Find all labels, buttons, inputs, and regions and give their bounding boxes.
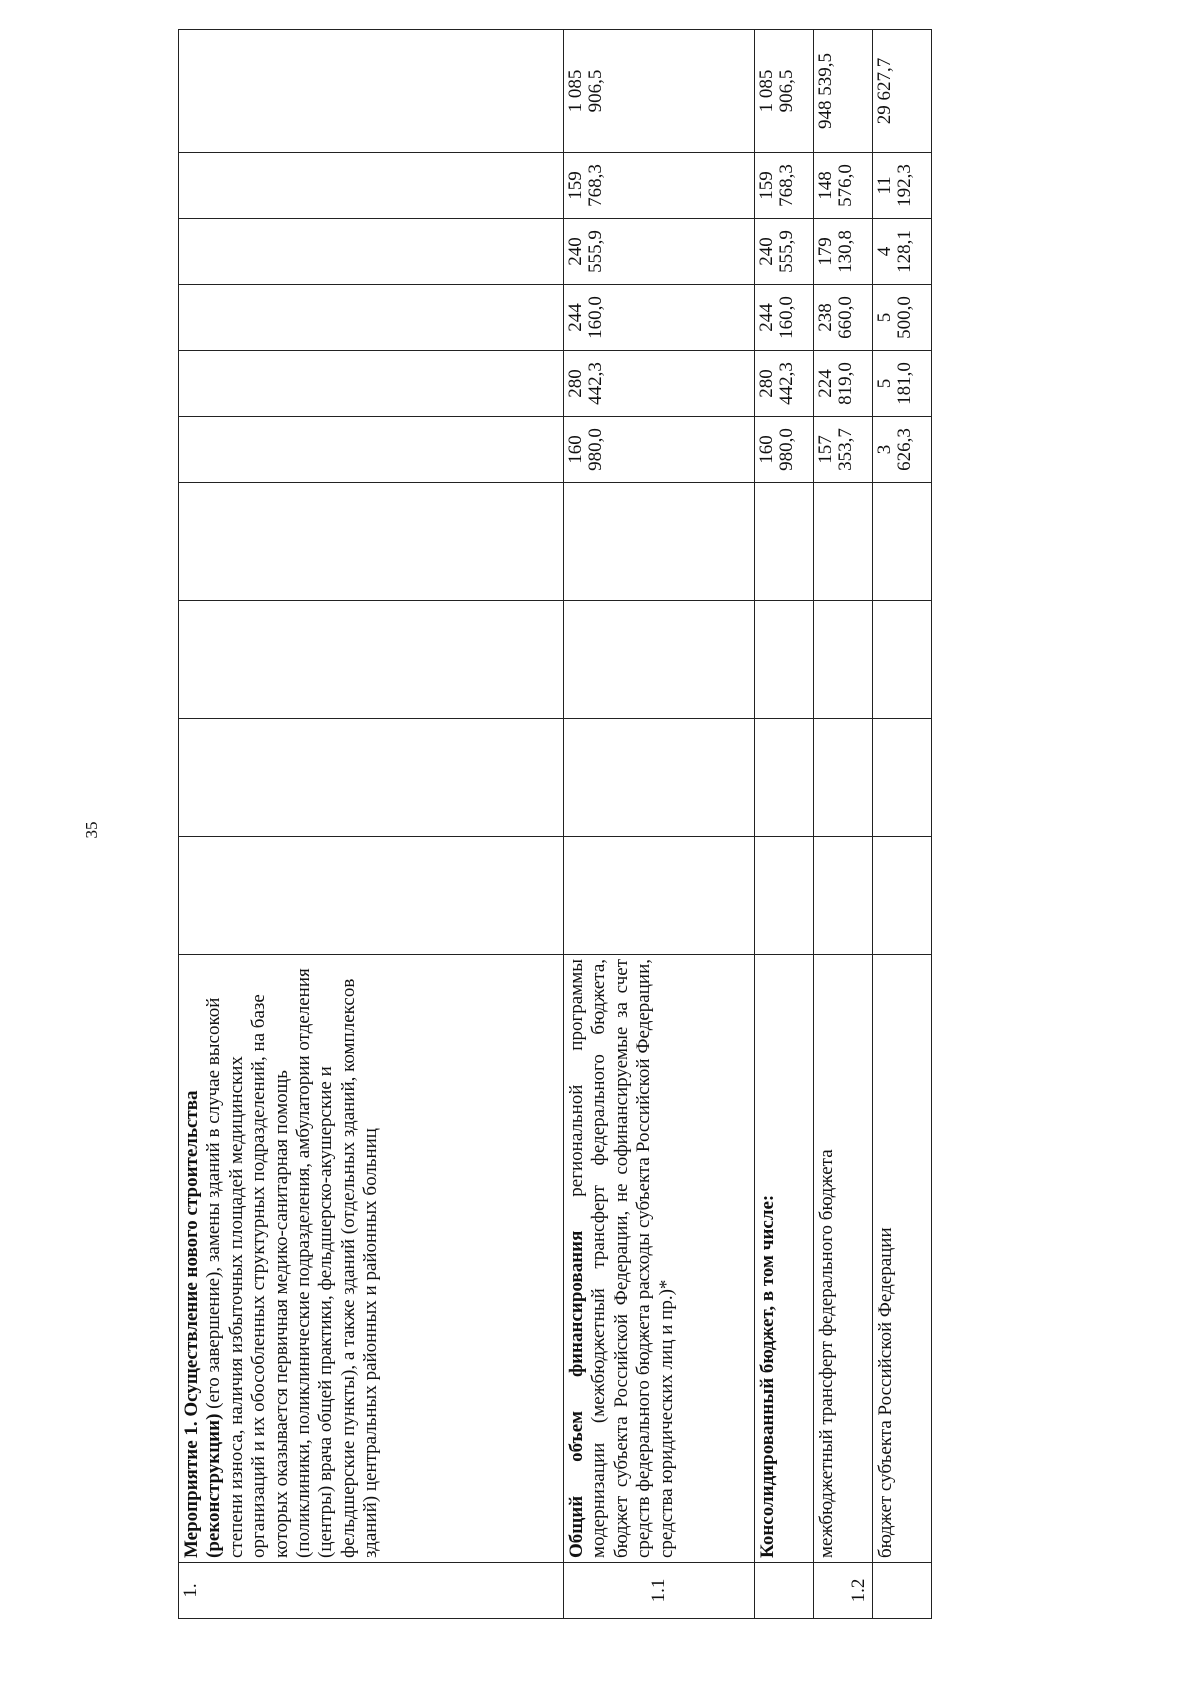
row-description	[873, 955, 932, 1563]
row-title-bold: Мероприятие 1. Осуществление нового строительства (реконструкции)	[181, 1090, 225, 1558]
table-cell	[179, 483, 564, 601]
value-cell-total: 1 085 906,5	[755, 30, 814, 153]
row-title-text: (его завершение), замены зданий в случае высокой степени износа, наличия избыточных площадей медицинских организаций и их обособленных структурных подразделений, на базе которых оказывается первичная медико-санитарная помощь (поликлиники, поликлинические подразделения, амбулатории отделения (центры) врача общей практики, фельдшерско-акушерские и фельдшерские пункты), а также зданий (отдельных зданий, комплексов зданий) центральных районных и районных больниц	[203, 968, 382, 1558]
value-cell: 238 660,0	[814, 285, 873, 351]
value-cell: 3 626,3	[873, 417, 932, 483]
value-cell: 240 555,9	[564, 219, 755, 285]
value-cell: 224 819,0	[814, 351, 873, 417]
table-cell	[564, 719, 755, 837]
value-cell: 179 130,8	[814, 219, 873, 285]
table-cell	[755, 483, 814, 601]
table-cell	[564, 483, 755, 601]
value-cell: 280 442,3	[755, 351, 814, 417]
row-description	[179, 955, 564, 1563]
row-title-text: региональной программы модернизации (межбюджетный трансферт федерального бюджета, бюджет субъекта Российской Федерации, не софинансируемые за счет средств федерального бюджета расходы субъекта Российской Федерации, средства юридических лиц и пр.)*	[566, 959, 677, 1558]
table-cell	[564, 601, 755, 719]
table-cell	[179, 719, 564, 837]
table-cell	[873, 601, 932, 719]
table-row-consolidated-budget	[755, 30, 814, 1619]
value-cell: 159 768,3	[755, 153, 814, 219]
rotated-table-container	[178, 30, 1198, 1619]
row-title-text: межбюджетный трансферт федерального бюджета	[816, 1149, 837, 1558]
value-cell: 160 980,0	[564, 417, 755, 483]
row-number	[755, 1563, 814, 1619]
value-cell: 160 980,0	[755, 417, 814, 483]
table-cell	[179, 285, 564, 351]
value-cell: 244 160,0	[755, 285, 814, 351]
table-cell	[179, 219, 564, 285]
row-title-text: бюджет субъекта Российской Федерации	[875, 1227, 896, 1558]
row-number	[873, 1563, 932, 1619]
table-cell	[179, 351, 564, 417]
value-cell: 280 442,3	[564, 351, 755, 417]
row-description	[814, 955, 873, 1563]
table-cell	[814, 837, 873, 955]
table-cell	[873, 719, 932, 837]
value-cell: 11 192,3	[873, 153, 932, 219]
row-number: 1.2	[814, 1563, 873, 1619]
value-cell-total: 1 085 906,5	[564, 30, 755, 153]
table-cell	[179, 601, 564, 719]
value-cell: 4 128,1	[873, 219, 932, 285]
table-cell	[755, 601, 814, 719]
table-row-subject-budget	[873, 30, 932, 1619]
table-cell	[873, 837, 932, 955]
value-cell-total: 948 539,5	[814, 30, 873, 153]
row-description	[755, 955, 814, 1563]
table-row-federal-transfer	[814, 30, 873, 1619]
value-cell: 159 768,3	[564, 153, 755, 219]
value-cell: 148 576,0	[814, 153, 873, 219]
table-cell	[564, 837, 755, 955]
value-cell: 5 500,0	[873, 285, 932, 351]
value-cell: 240 555,9	[755, 219, 814, 285]
row-title-bold: Консолидированный бюджет, в том числе:	[757, 1194, 778, 1558]
table-cell	[755, 837, 814, 955]
value-cell-total: 29 627,7	[873, 30, 932, 153]
value-cell: 157 353,7	[814, 417, 873, 483]
row-title-bold: Общий объем финансирования	[566, 1230, 587, 1558]
page-number: 35	[82, 821, 101, 839]
table-cell	[814, 719, 873, 837]
table-cell	[179, 837, 564, 955]
table-row-total-financing	[564, 30, 755, 1619]
table-cell	[179, 417, 564, 483]
value-cell: 5 181,0	[873, 351, 932, 417]
table-cell	[814, 601, 873, 719]
row-number: 1.	[179, 1563, 564, 1619]
table-cell	[814, 483, 873, 601]
value-cell: 244 160,0	[564, 285, 755, 351]
row-description	[564, 955, 755, 1563]
table-cell	[873, 483, 932, 601]
table-cell	[179, 30, 564, 153]
table-cell	[179, 153, 564, 219]
table-row-measure-1	[179, 30, 564, 1619]
financing-table	[178, 29, 932, 1619]
row-number: 1.1	[564, 1563, 755, 1619]
table-cell	[755, 719, 814, 837]
